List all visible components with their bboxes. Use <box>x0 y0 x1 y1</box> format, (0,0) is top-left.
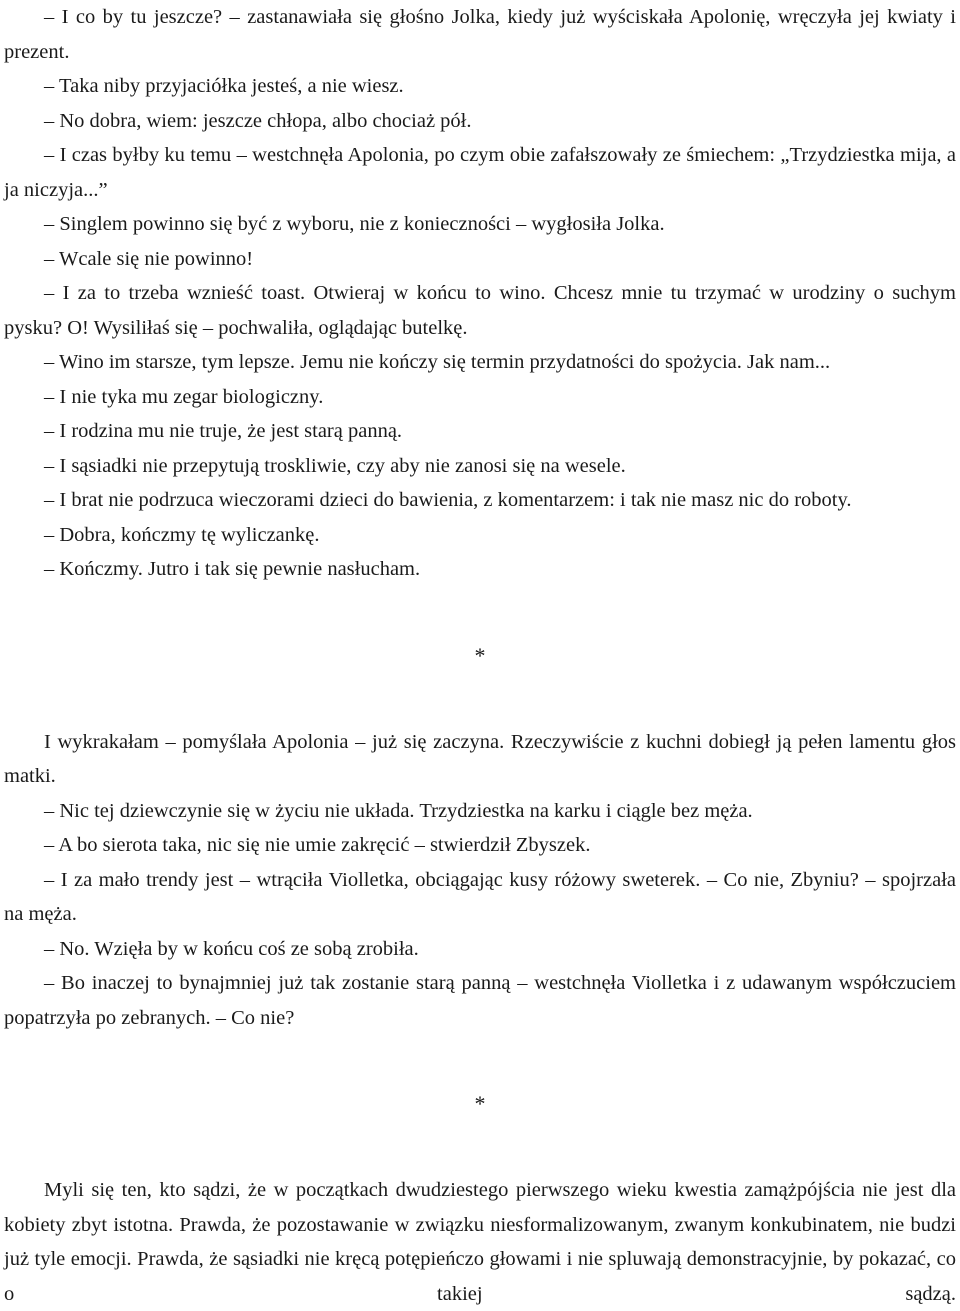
paragraph: – Wino im starsze, tym lepsze. Jemu nie kończy się termin przydatności do spożycia. Jak nam... <box>44 351 831 373</box>
paragraph: – I rodzina mu nie truje, że jest starą panną. <box>44 420 403 442</box>
paragraph: I wykrakałam – pomyślała Apolonia – już się zaczyna. Rzeczywiście z kuchni dobiegł ją pełen lamentu głos matki. <box>4 730 956 787</box>
paragraph: – I za mało trendy jest – wtrąciła Violletka, obciągając kusy różowy sweterek. – Co nie, Zbyniu? – spojrzała na męża. <box>4 868 956 925</box>
paragraph: – A bo sierota taka, nic się nie umie zakręcić – stwierdził Zbyszek. <box>44 834 591 856</box>
paragraph: – I czas byłby ku temu – westchnęła Apolonia, po czym obie zafałszowały ze śmiechem: „Trzydziestka mija, a ja niczyja...” <box>4 144 956 201</box>
paragraph: – I brat nie podrzuca wieczorami dzieci do bawienia, z komentarzem: i tak nie masz nic do roboty. <box>44 489 852 511</box>
paragraph: – I za to trzeba wznieść toast. Otwieraj w końcu to wino. Chcesz mnie tu trzymać w urodziny o suchym pysku? O! Wysiliłaś się – pochwaliła, oglądając butelkę. <box>4 282 956 339</box>
paragraph: – Wcale się nie powinno! <box>44 247 254 270</box>
paragraph: – No dobra, wiem: jeszcze chłopa, albo chociaż pół. <box>44 109 472 132</box>
paragraph: – Dobra, kończmy tę wyliczankę. <box>44 523 320 546</box>
paragraph: Myli się ten, kto sądzi, że w początkach dwudziestego pierwszego wieku kwestia zamążpójścia nie jest dla kobiety zbyt istotna. Prawda, że pozostawanie w związku niesformalizowanym, zwanym konkubinatem, nie budzi już tyle emocji. Prawda, że sąsiadki nie kręcą potępieńczo głowami i nie spluwają demonstracyjnie, by pokazać, co o takiej sądzą. <box>4 1179 956 1305</box>
paragraph: – Singlem powinno się być z wyboru, nie z konieczności – wygłosiła Jolka. <box>44 213 665 235</box>
section-separator: * <box>474 642 486 668</box>
section-separator: * <box>474 1091 486 1116</box>
paragraph: – Nic tej dziewczynie się w życiu nie układa. Trzydziestka na karku i ciągle bez męża. <box>44 799 753 822</box>
paragraph: – Bo inaczej to bynajmniej już tak zostanie starą panną – westchnęła Violletka i z udawanym współczuciem popatrzyła po zebranych. – Co nie? <box>4 972 956 1029</box>
paragraph: – I sąsiadki nie przepytują troskliwie, czy aby nie zanosi się na wesele. <box>44 454 626 477</box>
paragraph: – Kończmy. Jutro i tak się pewnie nasłucham. <box>44 558 421 580</box>
paragraph: – No. Wzięła by w końcu coś ze sobą zrobiła. <box>44 937 419 960</box>
paragraph: – Taka niby przyjaciółka jesteś, a nie wiesz. <box>44 75 404 97</box>
paragraph: – I nie tyka mu zegar biologiczny. <box>44 385 324 408</box>
paragraph: – I co by tu jeszcze? – zastanawiała się głośno Jolka, kiedy już wyściskała Apolonię, wręczyła jej kwiaty i prezent. <box>4 6 956 63</box>
document-page <box>4 0 956 1311</box>
